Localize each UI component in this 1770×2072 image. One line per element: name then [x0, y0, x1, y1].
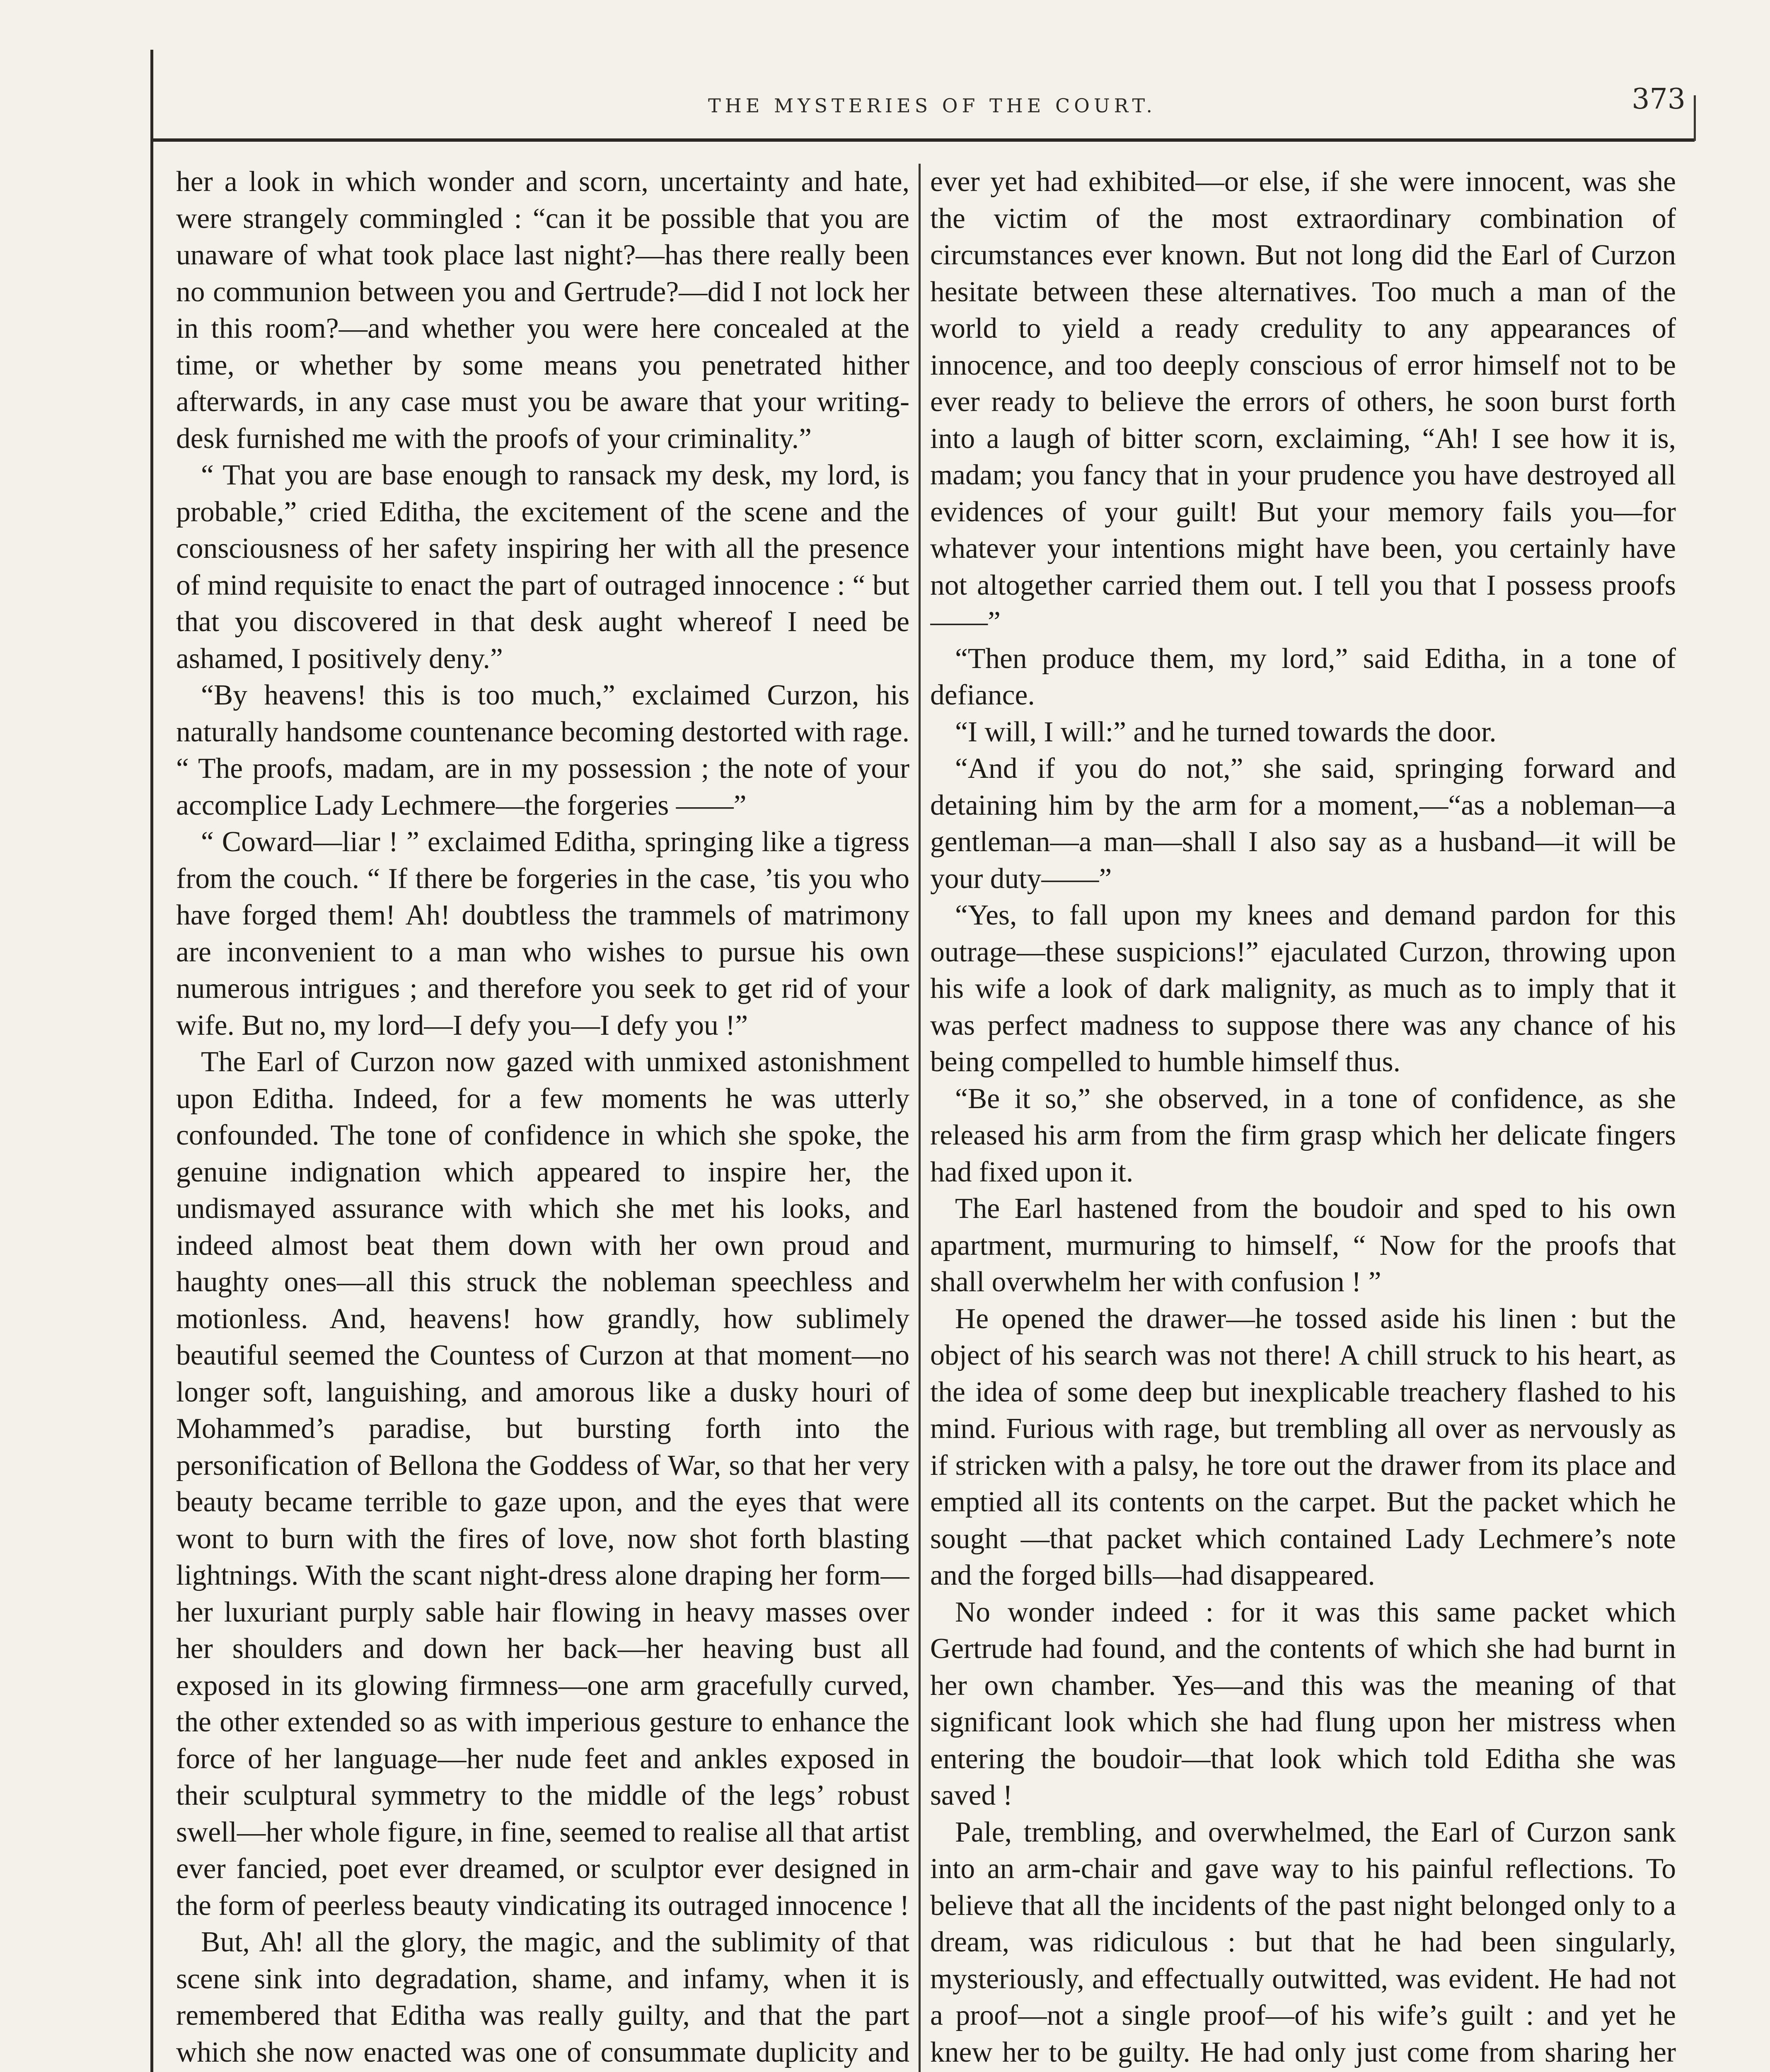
paragraph: Pale, trembling, and overwhelmed, the Earl of Curzon sank into an arm-chair and gave way to his painful reflections. To believe that all the incidents of the past night belonged only to a dream, was ridiculous : but that he had been singularly, mysteriously, and effectually outwitted, was evident. He had not a proof—not a single proof—of his wife’s guilt : and yet he knew her to be guilty. He had only just come from sharing her [930, 1816, 1676, 2068]
paragraph: “Then produce them, my lord,” said Editha, in a tone of defiance. [930, 642, 1676, 711]
paragraph: He opened the drawer—he tossed aside his linen : but the object of his search was not there! A chill struck to his heart, as the idea of some deep but inexplicable treachery flashed to his mind. Furious with rage, but trembling all over as nervously as if stricken with a palsy, he tore out the drawer from its place and emptied all its contents on the carpet. But the packet which he sought —that packet which contained Lady Lechmere’s note and the forged bills—had disappeared. [930, 1302, 1676, 1591]
paragraph: ever yet had exhibited—or else, if she were innocent, was she the victim of the most extraordinary combination of circumstances ever known. But not long did the Earl of Curzon hesitate between these alternatives. Too much a man of the world to yield a ready credulity to any appearances of innocence, and too deeply conscious of error himself not to be ever ready to believe the errors of others, he soon burst forth into a laugh of bitter scorn, exclaiming, “Ah! I see how it is, madam; you fancy that in your prudence you have destroyed all evidences of your guilt! But your memory fails you—for whatever your intentions might have been, you certainly have not altogether carried them out. I tell you that I possess proofs——” [930, 166, 1676, 638]
paragraph: “ Coward—liar ! ” exclaimed Editha, springing like a tigress from the couch. “ If there be forgeries in the case, ’tis you who have forged them! Ah! doubtless the trammels of matrimony are inconvenient to a man who wishes to pursue his own numerous intrigues ; and therefore you seek to get rid of your wife. But no, my lord—I defy you—I defy you !” [176, 826, 909, 1041]
paragraph: her a look in which wonder and scorn, uncertainty and hate, were strangely commingled : “can it be possible that you are unaware of what took place last night?—has there really been no communion between you and Gertrude?—did I not lock her in this room?—and whether you were here concealed at the time, or whether by some means you penetrated hither afterwards, in any case must you be aware that your writing-desk furnished me with the proofs of your criminality.” [176, 166, 909, 455]
column-divider [919, 164, 921, 2072]
paragraph: No wonder indeed : for it was this same packet which Gertrude had found, and the contents of which she had burnt in her own chamber. Yes—and this was the meaning of that significant look which she had flung upon her mistress when entering the boudoir—that look which told Editha she was saved ! [930, 1596, 1676, 1811]
right-border-rule [1694, 95, 1696, 141]
paragraph: “I will, I will:” and he turned towards the door. [955, 716, 1497, 748]
page-number: 373 [1632, 83, 1685, 116]
paragraph: “Be it so,” she observed, in a tone of confidence, as she released his arm from the firm grasp which her delicate fingers had fixed upon it. [930, 1082, 1676, 1188]
paragraph: The Earl of Curzon now gazed with unmixed astonishment upon Editha. Indeed, for a few moments he was utterly confounded. The tone of confidence in which she spoke, the genuine indignation which appeared to inspire her, the undismayed assurance with which she met his looks, and indeed almost beat them down with her own proud and haughty ones—all this struck the nobleman speechless and motionless. And, heavens! how grandly, how sublimely beautiful seemed the Countess of Curzon at that moment—no longer soft, languishing, and amorous like a dusky houri of Mohammed’s paradise, but bursting forth into the personification of Bellona the Goddess of War, so that her very beauty became terrible to gaze upon, and the eyes that were wont to burn with the fires of love, now shot forth blasting lightnings. With the scant night-dress alone draping her form—her luxuriant purply sable hair flowing in heavy masses over her shoulders and down her back—her heaving bust all exposed in its glowing firmness—one arm gracefully curved, the other extended so as with imperious gesture to enhance the force of her language—her nude feet and ankles exposed in their sculptural symmetry to the middle of the legs’ robust swell—her whole figure, in fine, seemed to realise all that artist ever fancied, poet ever dreamed, or sculptor ever designed in the form of peerless beauty vindicating its outraged innocence ! [176, 1046, 909, 1922]
paragraph: “Yes, to fall upon my knees and demand pardon for this outrage—these suspicions!” ejaculated Curzon, throwing upon his wife a look of dark malignity, as much as to imply that it was perfect madness to suppose there was any chance of his being compelled to humble himself thus. [930, 899, 1676, 1078]
running-title: THE MYSTERIES OF THE COURT. [708, 94, 1157, 117]
paragraph: The Earl hastened from the boudoir and sped to his own apartment, murmuring to himself, “ Now for the proofs that shall overwhelm her with confusion ! ” [930, 1193, 1676, 1298]
right-column [930, 164, 1676, 2072]
paragraph: “And if you do not,” she said, springing forward and detaining him by the arm for a moment,—“as a nobleman—a gentleman—a man—shall I also say as a husband—it will be your duty——” [930, 753, 1676, 895]
paragraph: But, Ah! all the glory, the magic, and the sublimity of that scene sink into degradation, shame, and infamy, when it is remembered that Editha was really guilty, and that the part which she now enacted was one of consummate duplicity and [176, 1926, 909, 2068]
left-column [176, 164, 909, 2072]
paragraph: “ That you are base enough to ransack my desk, my lord, is probable,” cried Editha, the excitement of the scene and the consciousness of her safety inspiring her with all the presence of mind requisite to enact the part of outraged innocence : “ but that you discovered in that desk aught whereof I need be ashamed, I positively deny.” [176, 459, 909, 675]
paragraph: “By heavens! this is too much,” exclaimed Curzon, his naturally handsome countenance becoming destorted with rage. “ The proofs, madam, are in my possession ; the note of your accomplice Lady Lechmere—the forgeries ——” [176, 679, 909, 821]
left-border-rule [150, 50, 153, 2072]
header-rule [151, 138, 1695, 142]
